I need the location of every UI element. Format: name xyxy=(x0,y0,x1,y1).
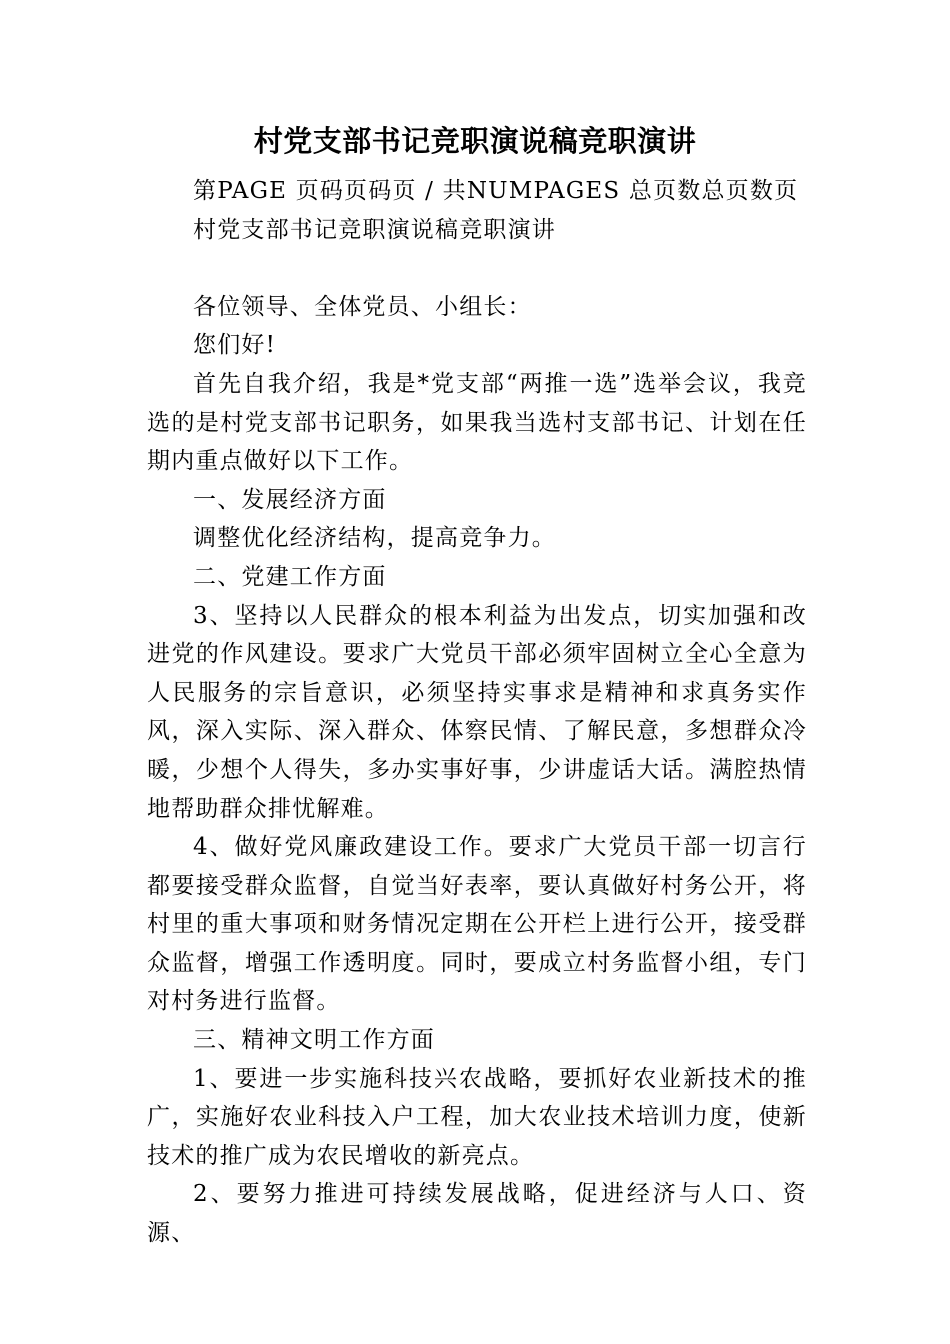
paragraph-technology: 1、要进一步实施科技兴农战略，要抓好农业新技术的推广，实施好农业科技入户工程，加大农业技术培训力度，使新技术的推广成为农民增收的新亮点。 xyxy=(147,1065,807,1169)
document-title: 村党支部书记竞职演说稿竞职演讲 xyxy=(253,124,697,158)
document-body xyxy=(147,172,807,1253)
blank-line xyxy=(147,249,807,288)
salutation: 各位领导、全体党员、小组长： xyxy=(193,293,532,320)
paragraph-sustainable-development: 2、要努力推进可持续发展战略，促进经济与人口、资源、 xyxy=(147,1181,807,1247)
paragraph-introduction: 首先自我介绍，我是*党支部“两推一选”选举会议，我竞选的是村党支部书记职务，如果我当选村支部书记、计划在任期内重点做好以下工作。 xyxy=(147,370,807,475)
page-number-header: 第PAGE 页码页码页 / 共NUMPAGES 总页数总页数页 xyxy=(193,178,799,204)
section-heading-civilization: 三、精神文明工作方面 xyxy=(193,1027,435,1054)
paragraph-economy: 调整优化经济结构，提高竞争力。 xyxy=(193,525,556,552)
document-subtitle: 村党支部书记竞职演说稿竞职演讲 xyxy=(193,216,556,243)
section-heading-party-building: 二、党建工作方面 xyxy=(193,563,387,590)
paragraph-integrity: 4、做好党风廉政建设工作。要求广大党员干部一切言行都要接受群众监督，自觉当好表率，要认真做好村务公开，将村里的重大事项和财务情况定期在公开栏上进行公开，接受群众监督，增强工作透明度。同时，要成立村务监督小组，专门对村务进行监督。 xyxy=(147,834,807,1015)
section-heading-economy: 一、发展经济方面 xyxy=(193,486,387,513)
greeting: 您们好! xyxy=(193,332,277,359)
paragraph-party-style: 3、坚持以人民群众的根本利益为出发点，切实加强和改进党的作风建设。要求广大党员干部必须牢固树立全心全意为人民服务的宗旨意识，必须坚持实事求是精神和求真务实作风，深入实际、深入群众、体察民情、了解民意，多想群众冷暖，少想个人得失，多办实事好事，少讲虚话大话。满腔热情地帮助群众排忧解难。 xyxy=(147,602,807,822)
